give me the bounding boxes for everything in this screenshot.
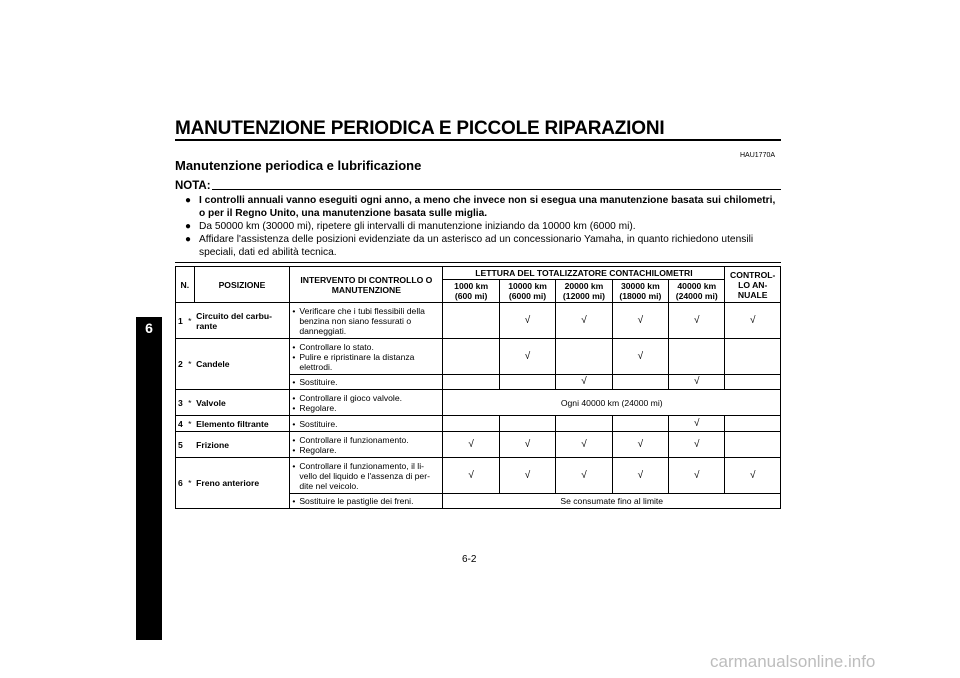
- action-text: Verificare che i tubi flessibili della benzina non siano fessurati o danneggiati.: [299, 305, 425, 336]
- note-list: [185, 194, 783, 259]
- check-cell: [443, 303, 499, 339]
- table-row: [176, 458, 781, 494]
- check-cell: √: [556, 458, 612, 494]
- check-cell: √: [556, 375, 612, 390]
- check-cell: [499, 375, 555, 390]
- col-header-km: 30000 km (18000 mi): [612, 280, 668, 303]
- check-cell: √: [443, 432, 499, 458]
- section-code: HAU1770A: [740, 152, 776, 159]
- col-header-km: 40000 km (24000 mi): [669, 280, 725, 303]
- row-asterisk: *: [188, 416, 194, 432]
- check-cell: [725, 375, 781, 390]
- chapter-number: 6: [145, 320, 153, 336]
- check-cell: [556, 416, 612, 432]
- row-action: • Controllare il funzionamento, il li-vello del liquido e l'assenza di per-dite nel veicolo.: [290, 458, 443, 494]
- check-cell: [725, 432, 781, 458]
- note-rule: [212, 189, 781, 190]
- chapter-tab: [136, 317, 162, 640]
- check-cell: [725, 416, 781, 432]
- row-number: 2: [176, 339, 189, 390]
- note-item: [185, 194, 783, 220]
- row-asterisk: *: [188, 303, 194, 339]
- action-text: Pulire e ripristinare la distanza elettrodi.: [299, 351, 415, 372]
- row-position: Circuito del carbu-rante: [194, 303, 290, 339]
- table-row: [176, 390, 781, 416]
- row-position: Elemento filtrante: [194, 416, 290, 432]
- check-cell: √: [612, 303, 668, 339]
- section-subtitle: Manutenzione periodica e lubrificazione: [175, 158, 422, 173]
- check-cell: [443, 339, 499, 375]
- row-number: 4: [176, 416, 189, 432]
- watermark: carmanualsonline.info: [710, 652, 876, 671]
- col-header-km: 10000 km (6000 mi): [499, 280, 555, 303]
- col-header-annual: CONTROL-LO AN-NUALE: [725, 267, 781, 303]
- row-position: Candele: [194, 339, 290, 390]
- col-header-n: N.: [176, 267, 195, 303]
- action-text: Regolare.: [299, 402, 337, 413]
- check-cell: [612, 375, 668, 390]
- bullet-dot-icon: ●: [185, 234, 192, 245]
- table-row: [176, 303, 781, 339]
- col-header-action: INTERVENTO DI CONTROLLO O MANUTENZIONE: [290, 267, 443, 303]
- interval-span: Se consumate fino al limite: [443, 494, 781, 509]
- note-item: [185, 220, 783, 233]
- check-cell: √: [499, 339, 555, 375]
- check-cell: √: [669, 432, 725, 458]
- bullet-dot-icon: ●: [185, 221, 192, 232]
- row-position: Valvole: [194, 390, 290, 416]
- interval-span: Ogni 40000 km (24000 mi): [443, 390, 781, 416]
- action-text: Regolare.: [299, 444, 337, 455]
- row-number: 1: [176, 303, 189, 339]
- check-cell: √: [499, 458, 555, 494]
- check-cell: √: [725, 303, 781, 339]
- col-header-position: POSIZIONE: [194, 267, 290, 303]
- action-text: Sostituire le pastiglie dei freni.: [299, 496, 414, 506]
- row-number: 6: [176, 458, 189, 509]
- check-cell: √: [612, 432, 668, 458]
- table-row: [176, 416, 781, 432]
- check-cell: √: [556, 303, 612, 339]
- action-text: Controllare il funzionamento.: [299, 434, 409, 445]
- check-cell: [443, 375, 499, 390]
- note-item: [185, 233, 783, 259]
- check-cell: √: [612, 458, 668, 494]
- row-number: 3: [176, 390, 189, 416]
- action-text: Sostituire.: [299, 418, 338, 429]
- check-cell: √: [499, 303, 555, 339]
- check-cell: [443, 416, 499, 432]
- row-action: • Controllare il funzionamento. • Regolare.: [290, 432, 443, 458]
- row-action: • Sostituire le pastiglie dei freni.: [290, 494, 443, 509]
- check-cell: [556, 339, 612, 375]
- header-row: [176, 267, 781, 280]
- table-row: [176, 432, 781, 458]
- row-action: • Controllare il gioco valvole. • Regolare.: [290, 390, 443, 416]
- check-cell: √: [612, 339, 668, 375]
- row-asterisk: *: [188, 339, 194, 390]
- action-text: Sostituire.: [299, 377, 338, 387]
- action-text: Controllare il gioco valvole.: [299, 392, 403, 403]
- row-position: Freno anteriore: [194, 458, 290, 509]
- check-cell: √: [556, 432, 612, 458]
- row-action: • Sostituire.: [290, 375, 443, 390]
- check-cell: [612, 416, 668, 432]
- check-cell: [499, 416, 555, 432]
- note-label: NOTA:: [175, 180, 211, 192]
- row-position: Frizione: [194, 432, 290, 458]
- check-cell: √: [669, 458, 725, 494]
- note-text: I controlli annuali vanno eseguiti ogni anno, a meno che invece non si esegua una manutenzione basata sui chilometri, o per il Regno Unito, una manutenzione basata sulle miglia.: [199, 195, 776, 219]
- page-number: 6-2: [462, 554, 477, 565]
- check-cell: √: [669, 416, 725, 432]
- action-text: Controllare lo stato.: [299, 341, 374, 352]
- maintenance-table: [175, 266, 781, 509]
- row-action: • Controllare lo stato. • Pulire e ripristinare la distanza elettrodi.: [290, 339, 443, 375]
- check-cell: [669, 339, 725, 375]
- row-asterisk: *: [188, 458, 194, 509]
- col-header-km: 20000 km (12000 mi): [556, 280, 612, 303]
- title-rule: [175, 139, 781, 141]
- row-action: • Verificare che i tubi flessibili della benzina non siano fessurati o danneggiati.: [290, 303, 443, 339]
- check-cell: √: [725, 458, 781, 494]
- table-row: [176, 339, 781, 375]
- row-number: 5: [176, 432, 189, 458]
- table-separator: [175, 262, 781, 263]
- col-header-km: 1000 km (600 mi): [443, 280, 499, 303]
- row-action: • Sostituire.: [290, 416, 443, 432]
- note-text: Affidare l'assistenza delle posizioni evidenziate da un asterisco ad un concessionario Yamaha, in quanto richiedono utensili speciali, dati ed abilità tecnica.: [199, 234, 754, 258]
- check-cell: √: [499, 432, 555, 458]
- check-cell: [725, 339, 781, 375]
- check-cell: √: [669, 375, 725, 390]
- check-cell: √: [669, 303, 725, 339]
- action-text: Controllare il funzionamento, il li-vello del liquido e l'assenza di per-dite nel veicolo.: [299, 460, 430, 491]
- col-header-odometer: LETTURA DEL TOTALIZZATORE CONTACHILOMETRI: [443, 267, 725, 280]
- page-title: MANUTENZIONE PERIODICA E PICCOLE RIPARAZIONI: [175, 118, 665, 139]
- note-text: Da 50000 km (30000 mi), ripetere gli intervalli di manutenzione iniziando da 10000 km (6000 mi).: [199, 221, 636, 232]
- bullet-dot-icon: ●: [185, 195, 192, 206]
- row-asterisk: *: [188, 390, 194, 416]
- check-cell: √: [443, 458, 499, 494]
